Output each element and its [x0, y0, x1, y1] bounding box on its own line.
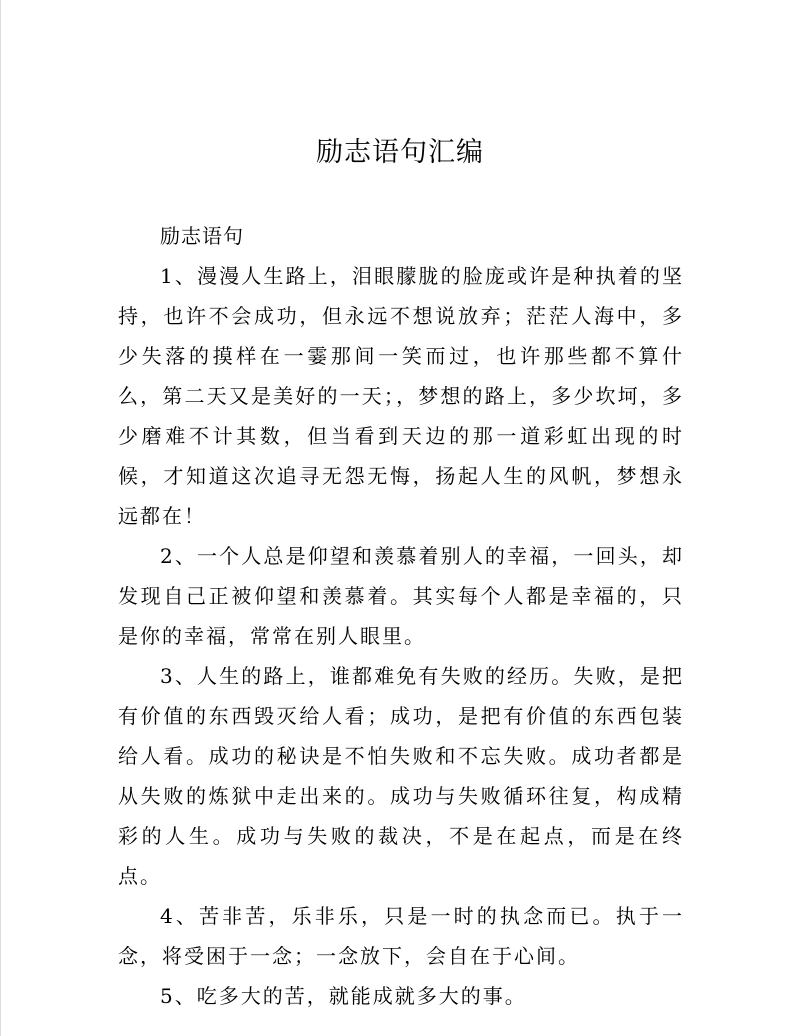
document-title: 励志语句汇编	[316, 137, 484, 168]
paragraph-4: 4、苦非苦，乐非乐，只是一时的执念而已。执于一念，将受困于一念；一念放下，会自在于心间。	[118, 904, 684, 968]
paragraph-1: 1、漫漫人生路上，泪眼朦胧的脸庞或许是种执着的坚持，也许不会成功，但永远不想说放弃；茫茫人海中，多少失落的摸样在一霎那间一笑而过，也许那些都不算什么，第二天又是美好的一天；，梦想的路上，多少坎坷，多少磨难不计其数，但当看到天边的那一道彩虹出现的时候，才知道这次追寻无怨无悔，扬起人生的风帆，梦想永远都在！	[118, 264, 684, 528]
paragraph-5: 5、吃多大的苦，就能成就多大的事。	[160, 984, 527, 1008]
paragraph-3: 3、人生的路上，谁都难免有失败的经历。失败，是把有价值的东西毁灭给人看；成功，是把有价值的东西包装给人看。成功的秘诀是不怕失败和不忘失败。成功者都是从失败的炼狱中走出来的。成功与失败循环往复，构成精彩的人生。成功与失败的裁决，不是在起点，而是在终点。	[118, 664, 684, 888]
section-heading: 励志语句	[160, 224, 244, 248]
document-body	[118, 216, 684, 1016]
paragraph-2: 2、一个人总是仰望和羡慕着别人的幸福，一回头，却发现自己正被仰望和羡慕着。其实每个人都是幸福的，只是你的幸福，常常在别人眼里。	[118, 544, 684, 648]
